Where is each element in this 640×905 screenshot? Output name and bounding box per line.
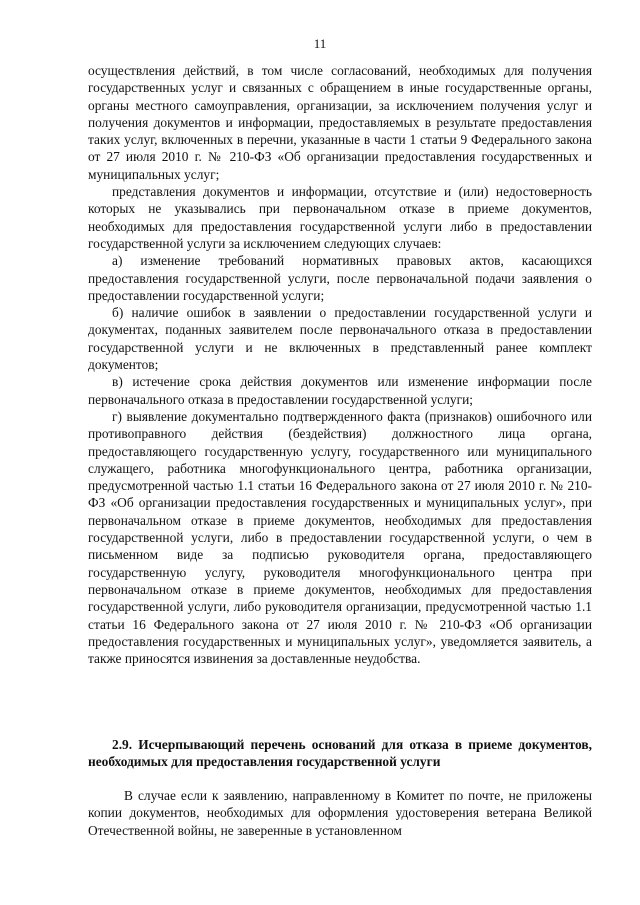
paragraph-item-b: б) наличие ошибок в заявлении о предоставлении государственной услуги и документах, поданных заявителем после первоначального отказа в предоставлении государственной услуги и не включенных в представленный ранее комплект документов; [88,305,592,373]
paragraph-item-a: а) изменение требований нормативных правовых актов, касающихся предоставления государственной услуги, после первоначальной подачи заявления о предоставлении государственной услуги; [88,253,592,303]
body-text [88,62,592,667]
section-heading: 2.9. Исчерпывающий перечень оснований для отказа в приеме документов, необходимых для предоставления государственной услуги [88,737,592,770]
paragraph-continuation: осуществления действий, в том числе согласований, необходимых для получения государственных услуг и связанных с обращением в иные государственные органы, органы местного самоуправления, организации, за исключением получения услуг и получения документов и информации, предоставляемых в результате предоставления таких услуг, включенных в перечни, указанные в части 1 статьи 9 Федерального закона от 27 июля 2010 г. № 210-ФЗ «Об организации предоставления государственных и муниципальных услуг; [88,63,592,182]
paragraph-item-g: г) выявление документально подтвержденного факта (признаков) ошибочного или противоправного действия (бездействия) должностного лица органа, предоставляющего государственную услугу, государственного или муниципального служащего, работника многофункционального центра, работника организации, предусмотренной частью 1.1 статьи 16 Федерального закона от 27 июля 2010 г. № 210-ФЗ «Об организации предоставления государственных и муниципальных услуг», при первоначальном отказе в приеме документов, необходимых для предоставления государственной услуги, либо в предоставлении государственной услуги, о чем в письменном виде за подписью руководителя органа, предоставляющего государственную услугу, руководителя многофункционального центра при первоначальном отказе в приеме документов, необходимых для предоставления государственной услуги, либо руководителя организации, предусмотренной частью 1.1 статьи 16 Федерального закона от 27 июля 2010 г. № 210-ФЗ «Об организации предоставления государственных и муниципальных услуг», уведомляется заявитель, а также приносятся извинения за доставленные неудобства. [88,408,592,667]
paragraph-documents-info: представления документов и информации, отсутствие и (или) недостоверность которых не указывались при первоначальном отказе в приеме документов, необходимых для предоставления государственной услуги либо в предоставлении государственной услуги за исключением следующих случаев: [88,184,592,251]
body-text-section [88,787,592,839]
paragraph-item-v: в) истечение срока действия документов или изменение информации после первоначального отказа в предоставлении государственной услуги; [88,374,592,407]
page-number: 11 [313,36,327,51]
paragraph-section-start: В случае если к заявлению, направленному в Комитет по почте, не приложены копии документов, необходимых для оформления удостоверения ветерана Великой Отечественной войны, не заверенные в установленном [88,788,592,838]
